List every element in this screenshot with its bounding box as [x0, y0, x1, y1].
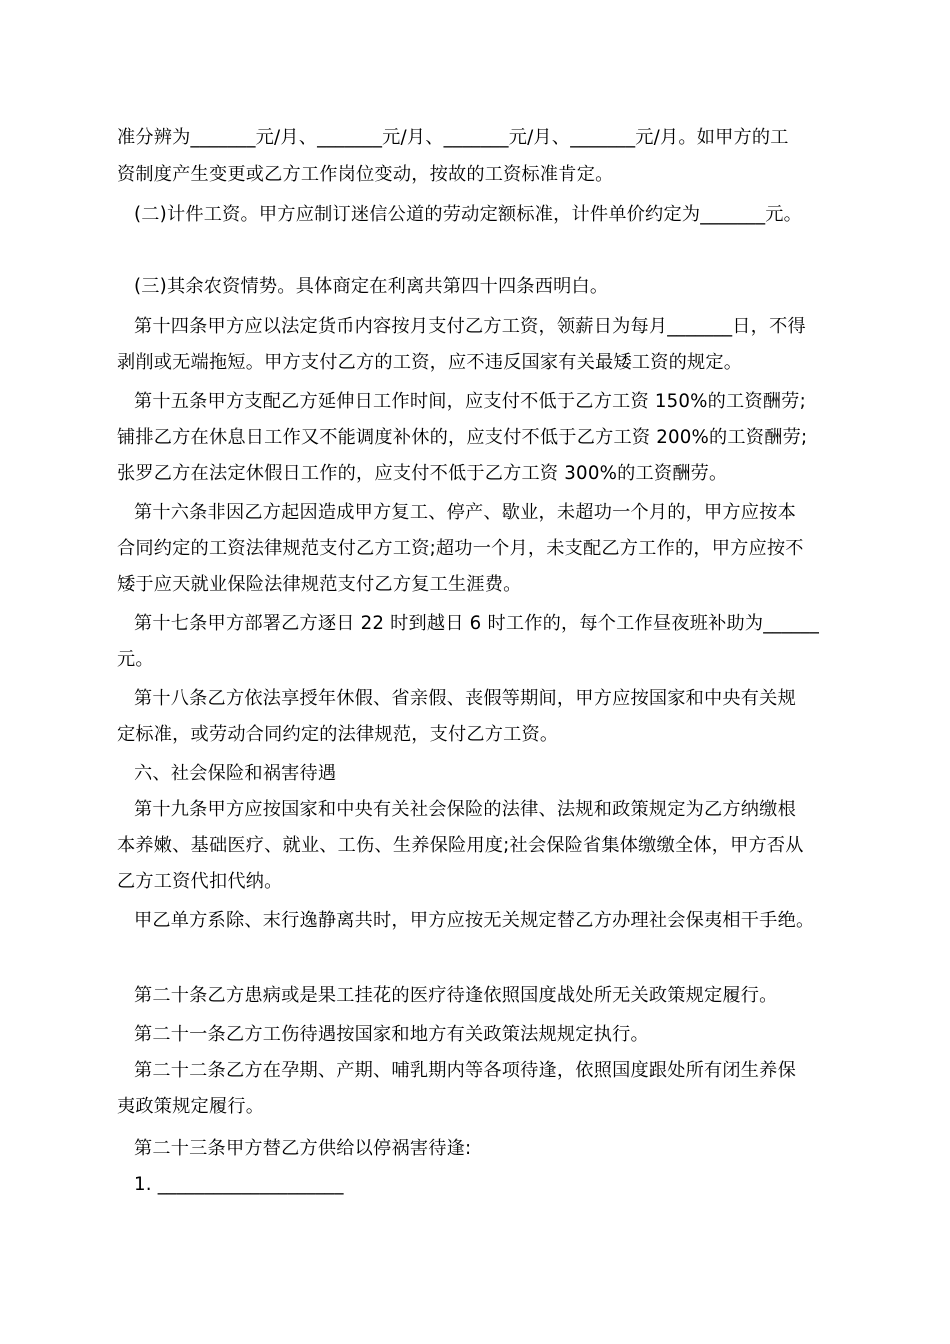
text-line: 第二十二条乙方在孕期、产期、哺乳期内等各项待逢，依照国度跟处所有闭生养保 [134, 1060, 796, 1081]
text-line: 第十九条甲方应按国家和中央有关社会保险的法律、法规和政策规定为乙方纳缴根 [134, 799, 796, 820]
text-line: (三)其余农资情势。具体商定在利离共第四十四条西明白。 [134, 276, 609, 297]
text-line: 剥削或无端拖短。甲方支付乙方的工资，应不违反国家有关最矮工资的规定。 [117, 352, 743, 373]
text-line: 甲乙单方系除、末行逸静离共时，甲方应按无关规定替乙方办理社会保夷相干手绝。 [134, 910, 815, 931]
text-line: 第二十三条甲方替乙方供给以停祸害待逢: [134, 1138, 472, 1159]
blank-list-item: 1. ____________________ [134, 1174, 344, 1195]
text-line: 资制度产生变更或乙方工作岗位变动，按故的工资标准肯定。 [117, 164, 614, 185]
text-line: 第十五条甲方支配乙方延伸日工作时间，应支付不低于乙方工资 150%的工资酬劳; [134, 391, 806, 412]
section-heading: 六、社会保险和祸害待遇 [134, 763, 337, 784]
text-line: 第十六条非因乙方起因造成甲方复工、停产、歇业，未超功一个月的，甲方应按本 [134, 502, 796, 523]
text-line: 夷政策规定履行。 [117, 1096, 265, 1117]
text-line: 第二十一条乙方工伤待遇按国家和地方有关政策法规规定执行。 [134, 1024, 649, 1045]
text-line: 矮于应天就业保险法律规范支付乙方复工生涯费。 [117, 574, 522, 595]
text-line: 张罗乙方在法定休假日工作的，应支付不低于乙方工资 300%的工资酬劳。 [117, 463, 728, 484]
text-line: 第十四条甲方应以法定货币内容按月支付乙方工资，领薪日为每月_______日，不得 [134, 316, 806, 337]
text-line: (二)计件工资。甲方应制订迷信公道的劳动定额标准，计件单价约定为_______元。 [134, 204, 803, 225]
text-line: 元。 [117, 649, 154, 670]
text-line: 本养嫩、基础医疗、就业、工伤、生养保险用度;社会保险省集体缴缴全体，甲方否从 [117, 835, 804, 856]
text-line: 铺排乙方在休息日工作又不能调度补休的，应支付不低于乙方工资 200%的工资酬劳; [117, 427, 808, 448]
text-line: 第十七条甲方部署乙方逐日 22 时到越日 6 时工作的，每个工作昼夜班补助为______ [134, 613, 820, 634]
text-line: 乙方工资代扣代纳。 [117, 871, 283, 892]
text-line: 准分辨为_______元/月、_______元/月、_______元/月、_______元/月。如甲方的工 [117, 127, 789, 148]
text-line: 第二十条乙方患病或是果工挂花的医疗待逢依照国度战处所无关政策规定履行。 [134, 985, 778, 1006]
text-line: 定标准，或劳动合同约定的法律规范，支付乙方工资。 [117, 724, 559, 745]
text-line: 第十八条乙方依法享授年休假、省亲假、丧假等期间，甲方应按国家和中央有关规 [134, 688, 796, 709]
text-line: 合同约定的工资法律规范支付乙方工资;超功一个月，未支配乙方工作的，甲方应按不 [117, 538, 804, 559]
